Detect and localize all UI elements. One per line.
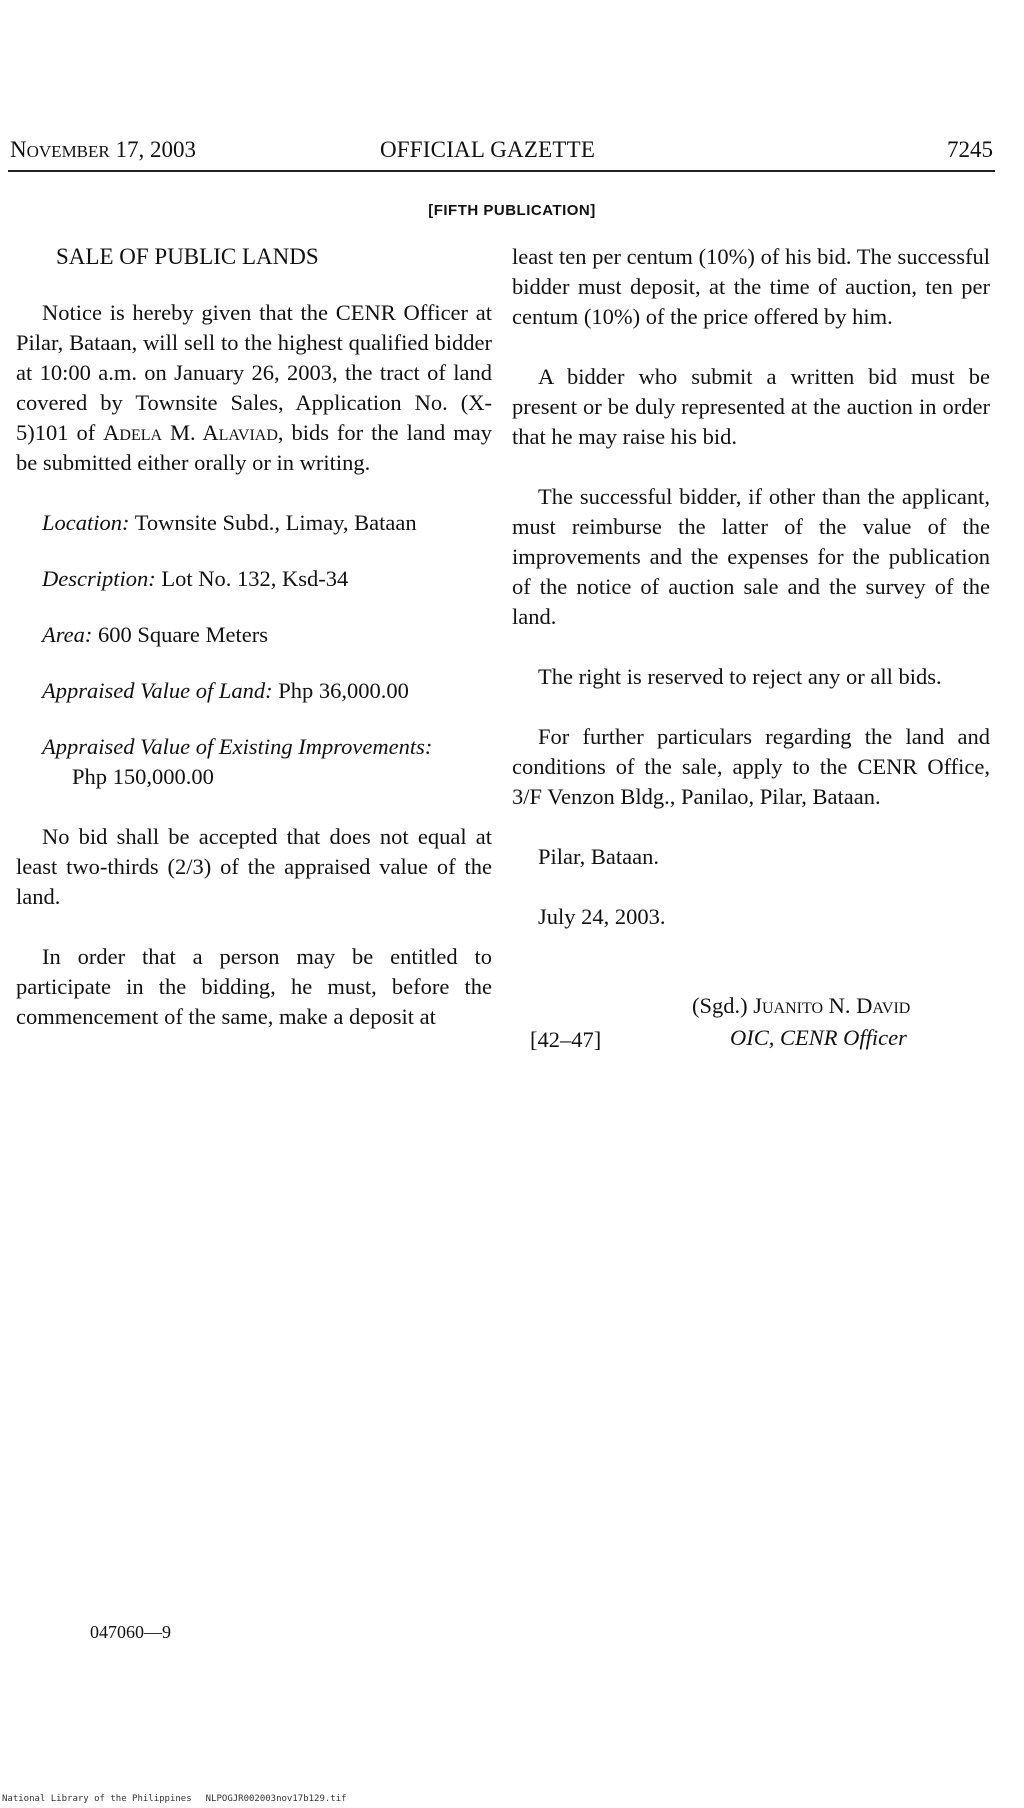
- archive-note: National Library of the Philippines NLPOGJR002003nov17b129.tif: [2, 1794, 347, 1804]
- left-column: [16, 242, 492, 1032]
- area-field: Area: 600 Square Meters: [42, 622, 268, 647]
- right-column: [512, 242, 990, 932]
- page-number: 7245: [947, 137, 993, 162]
- reimburse-paragraph: The successful bidder, if other than the applicant, must reimburse the latter of the value of the improvements and the expenses for the publication of the notice of auction sale and the survey of the land.: [512, 484, 990, 629]
- location-field: Location: Townsite Subd., Limay, Bataan: [42, 510, 417, 535]
- land-value-field: Appraised Value of Land: Php 36,000.00: [42, 678, 409, 703]
- place-line: Pilar, Bataan.: [538, 844, 659, 869]
- right-reserved-paragraph: The right is reserved to reject any or all bids.: [538, 664, 942, 689]
- particulars-paragraph: For further particulars regarding the land and conditions of the sale, apply to the CENR Office, 3/F Venzon Bldg., Panilao, Pilar, Bataan.: [512, 724, 990, 809]
- footer-code: 047060—9: [90, 1622, 171, 1642]
- running-header: [10, 134, 993, 168]
- improvements-value-field: Appraised Value of Existing Improvements: Php 150,000.00: [42, 734, 433, 789]
- written-bid-paragraph: A bidder who submit a written bid must be present or be duly represented at the auction in order that he may raise his bid.: [512, 364, 990, 449]
- publication-name: OFFICIAL GAZETTE: [380, 137, 596, 162]
- issue-reference: [42–47]: [530, 1027, 602, 1052]
- date-line: July 24, 2003.: [538, 904, 666, 929]
- signatory: (Sgd.) Juanito N. David: [692, 993, 911, 1018]
- deposit-paragraph: In order that a person may be entitled to participate in the bidding, he must, before the commencement of the same, make a deposit at: [16, 944, 492, 1029]
- signatory-title: OIC, CENR Officer: [730, 1025, 907, 1050]
- issue-date: NOVEMBER 17, 2003: [10, 137, 196, 162]
- description-field: Description: Lot No. 132, Ksd-34: [42, 566, 349, 591]
- header-rule: [8, 170, 995, 172]
- applicant-name: Adela M. Alaviad: [103, 420, 278, 445]
- publication-tag: [FIFTH PUBLICATION]: [428, 202, 596, 219]
- two-thirds-paragraph: No bid shall be accepted that does not equal at least two-thirds (2/3) of the appraised value of the land.: [16, 824, 492, 909]
- deposit-paragraph-continued: least ten per centum (10%) of his bid. The successful bidder must deposit, at the time of auction, ten per centum (10%) of the price offered by him.: [512, 244, 990, 329]
- notice-title: SALE OF PUBLIC LANDS: [56, 244, 319, 269]
- signature-block: [530, 993, 1000, 1063]
- intro-paragraph: Notice is hereby given that the CENR Officer at Pilar, Bataan, will sell to the highest qualified bidder at 10:00 a.m. on January 26, 2003, the tract of land covered by Townsite Sales, Application No. (X-5)101 of Adela M. Alaviad, bids for the land may be submitted either orally or in writing.: [16, 300, 492, 475]
